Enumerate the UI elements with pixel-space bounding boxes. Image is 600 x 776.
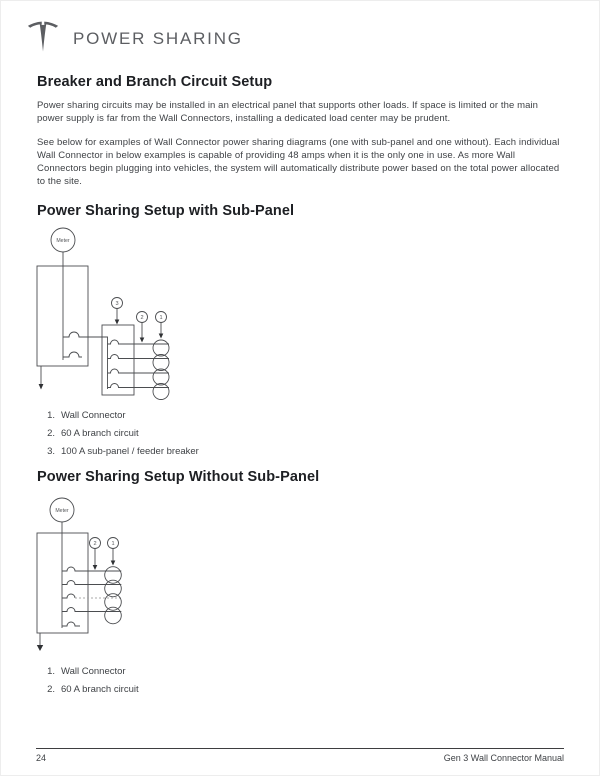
main-panel: [37, 266, 88, 366]
legend-item-label: 100 A sub-panel / feeder breaker: [61, 446, 199, 457]
branch-breaker-icon: [108, 384, 170, 388]
wall-connector-icon: [105, 567, 122, 584]
meter-symbol: [51, 228, 75, 252]
branch-breaker-icon: [62, 581, 121, 585]
legend-item-label: Wall Connector: [61, 410, 126, 421]
wall-connector-icon: [105, 580, 122, 597]
meter-symbol: [50, 498, 74, 522]
tesla-logo-icon: [25, 17, 61, 55]
legend-item-number: 3.: [47, 446, 55, 457]
main-panel: [37, 533, 88, 633]
legend-item-number: 1.: [47, 410, 55, 421]
page-header-title: POWER SHARING: [73, 29, 243, 48]
legend-item: [37, 446, 563, 457]
footer-divider: [36, 748, 564, 749]
diagram-without-subpanel: [26, 495, 201, 657]
legend-with-subpanel: [37, 410, 563, 457]
branch-breaker-icon: [62, 594, 75, 598]
breaker-icon: [62, 622, 80, 626]
wall-connector-icon: [153, 340, 169, 356]
page-header: [1, 1, 599, 59]
branch-breaker-icon: [108, 355, 170, 359]
callout-branch-circuit: [137, 312, 148, 343]
wall-connector-icon: [105, 607, 122, 624]
section-heading-without-subpanel: Power Sharing Setup Without Sub-Panel: [37, 469, 320, 485]
branch-breaker-icon: [108, 369, 170, 373]
svg-text:2: 2: [93, 541, 97, 548]
legend-item-label: 60 A branch circuit: [61, 684, 139, 695]
branch-breaker-icon: [62, 567, 121, 571]
wall-connector-icon: [153, 384, 169, 400]
paragraph-examples: See below for examples of Wall Connector power sharing diagrams (one with sub-panel and one without). Each individual Wall Connector in below examples is capable of providing 48 amps when it is the only one in use. As more Wall Connectors begin plugging into vehicles, the system will automatically distribute power based on the total power allocated to the site.: [37, 137, 560, 187]
page-content: [1, 74, 599, 695]
svg-text:1: 1: [159, 315, 163, 322]
legend-item-number: 2.: [47, 684, 55, 695]
breaker-icon: [63, 352, 82, 357]
svg-text:2: 2: [140, 315, 144, 322]
section-heading-with-subpanel: Power Sharing Setup with Sub-Panel: [37, 203, 295, 219]
legend-item: [37, 410, 563, 421]
meter-label: Meter: [56, 238, 70, 244]
legend-item: [37, 428, 563, 439]
legend-item-label: Wall Connector: [61, 666, 126, 677]
callout-subpanel: [112, 298, 123, 325]
legend-item-label: 60 A branch circuit: [61, 428, 139, 439]
branch-breaker-icon: [108, 340, 170, 344]
legend-item: [37, 666, 563, 677]
page-number: 24: [36, 753, 47, 763]
section-heading-breaker-setup: Breaker and Branch Circuit Setup: [37, 74, 273, 90]
svg-text:1: 1: [111, 541, 115, 548]
legend-item: [37, 684, 563, 695]
callout-branch-circuit: [90, 538, 101, 571]
diagram-with-subpanel: [26, 222, 226, 404]
branch-breaker-icon: [62, 608, 121, 612]
sub-panel: [102, 325, 134, 395]
legend-item-number: 1.: [47, 666, 55, 677]
wall-connector-icon: [153, 355, 169, 371]
callout-wall-connector: [156, 312, 167, 339]
legend-item-number: 2.: [47, 428, 55, 439]
ground-icon: [37, 633, 43, 651]
legend-without-subpanel: [37, 666, 563, 695]
callout-wall-connector: [108, 538, 119, 566]
feeder-breaker-icon: [63, 332, 108, 389]
manual-title: Gen 3 Wall Connector Manual: [443, 753, 564, 763]
wall-connector-icon: [153, 369, 169, 385]
ground-icon: [39, 366, 44, 390]
paragraph-panel-loads: Power sharing circuits may be installed in an electrical panel that supports other loads. If space is limited or the main power supply is far from the Wall Connectors, installing a dedicated load center may be prudent.: [37, 100, 539, 124]
tesla-logo-icon: [25, 17, 61, 55]
wall-connector-icon: [105, 594, 122, 611]
svg-text:3: 3: [115, 301, 119, 308]
meter-label: Meter: [55, 508, 69, 514]
page-footer: [36, 753, 564, 763]
